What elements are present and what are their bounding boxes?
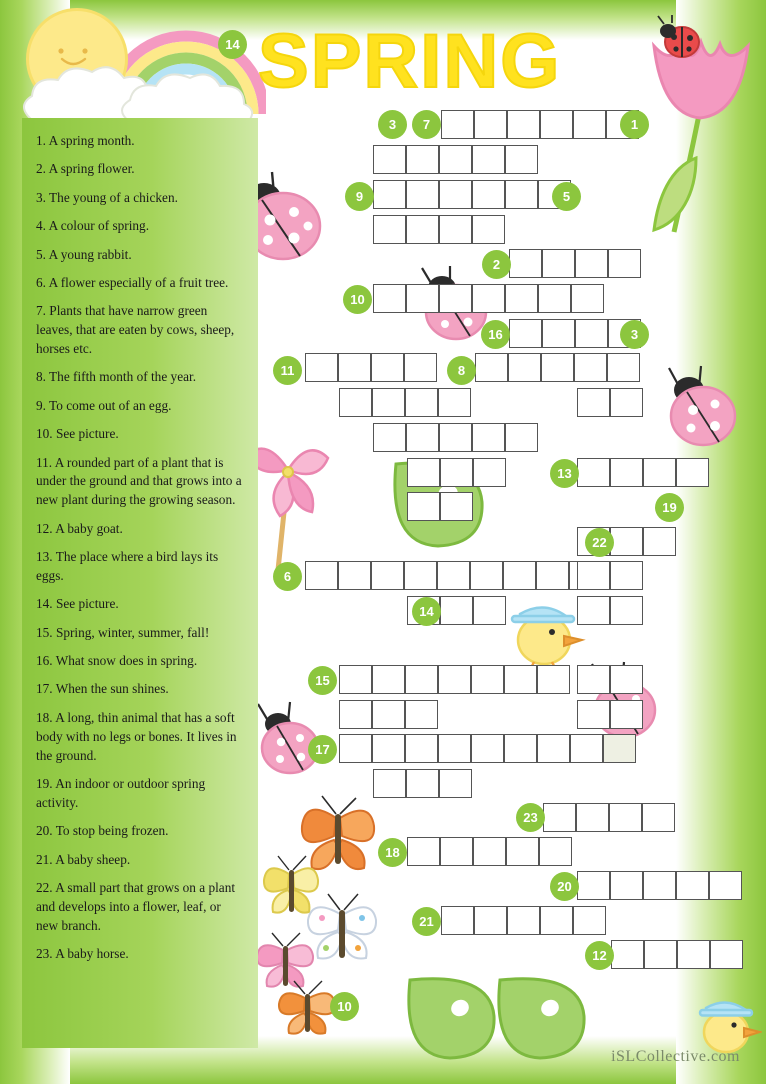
clue-number-bubble: 5 [552, 182, 581, 211]
crossword-cell[interactable] [441, 110, 474, 139]
page-title: SPRING [258, 19, 562, 104]
crossword-cell[interactable] [305, 353, 338, 382]
crossword-cell[interactable] [676, 458, 709, 487]
clue-number-bubble: 22 [585, 528, 614, 557]
clue-number-bubble: 13 [550, 459, 579, 488]
crossword-cell[interactable] [539, 837, 572, 866]
crossword-cell[interactable] [610, 596, 643, 625]
crossword-cell[interactable] [406, 769, 439, 798]
crossword-cell[interactable] [438, 734, 471, 763]
clue-item: 13. The place where a bird lays its eggs. [36, 549, 219, 583]
crossword-cell[interactable] [441, 906, 474, 935]
clue-number-bubble: 12 [585, 941, 614, 970]
crossword-cell[interactable] [574, 353, 607, 382]
clue-item: 20. To stop being frozen. [36, 823, 169, 839]
clue-item: 18. A long, thin animal that has a soft body with no legs or bones. It lives in the ground. [36, 709, 237, 763]
source-watermark: iSLCollective.com [611, 1048, 740, 1065]
clue-number-bubble: 14 [218, 30, 247, 59]
crossword-cell[interactable] [577, 458, 610, 487]
clue-number-bubble: 19 [655, 493, 684, 522]
crossword-cell[interactable] [508, 353, 541, 382]
cloud-icon [14, 58, 266, 126]
crossword-cell[interactable] [373, 180, 406, 209]
clue-item: 2. A spring flower. [36, 161, 135, 177]
crossword-cell[interactable] [373, 769, 406, 798]
crossword-cell[interactable] [439, 145, 472, 174]
crossword-cell[interactable] [603, 734, 636, 763]
clue-number-bubble: 8 [447, 356, 476, 385]
crossword-cell[interactable] [405, 388, 438, 417]
clue-number-bubble: 14 [412, 597, 441, 626]
crossword-cell[interactable] [676, 871, 709, 900]
clue-number-bubble: 6 [273, 562, 302, 591]
crossword-cell[interactable] [440, 458, 473, 487]
clue-number-bubble: 10 [343, 285, 372, 314]
crossword-cell[interactable] [643, 527, 676, 556]
crossword-cell[interactable] [472, 180, 505, 209]
clue-item: 11. A rounded part of a plant that is under the ground and that grows into a new plant during the growing season. [36, 454, 242, 508]
crossword-cell[interactable] [439, 769, 472, 798]
crossword-cell[interactable] [577, 596, 610, 625]
crossword-cell[interactable] [573, 110, 606, 139]
chick-icon [690, 992, 762, 1056]
crossword-cell[interactable] [610, 665, 643, 694]
crossword-cell[interactable] [505, 423, 538, 452]
crossword-cell[interactable] [577, 665, 610, 694]
crossword-cell[interactable] [507, 906, 540, 935]
crossword-cell[interactable] [439, 180, 472, 209]
clue-item: 10. See picture. [36, 426, 119, 442]
crossword-cell[interactable] [339, 734, 372, 763]
crossword-cell[interactable] [540, 110, 573, 139]
crossword-cell[interactable] [610, 458, 643, 487]
crossword-cell[interactable] [537, 665, 570, 694]
crossword-cell[interactable] [407, 837, 440, 866]
clue-number-bubble: 18 [378, 838, 407, 867]
crossword-cell[interactable] [608, 249, 641, 278]
crossword-cell[interactable] [473, 596, 506, 625]
crossword-cell[interactable] [438, 665, 471, 694]
ladybug-icon [655, 362, 747, 452]
crossword-cell[interactable] [339, 700, 372, 729]
crossword-cell[interactable] [406, 423, 439, 452]
crossword-cell[interactable] [472, 215, 505, 244]
crossword-cell[interactable] [439, 423, 472, 452]
crossword-cell[interactable] [504, 665, 537, 694]
crossword-cell[interactable] [607, 353, 640, 382]
crossword-cell[interactable] [438, 388, 471, 417]
crossword-cell[interactable] [577, 700, 610, 729]
crossword-cell[interactable] [609, 803, 642, 832]
crossword-cell[interactable] [472, 145, 505, 174]
crossword-cell[interactable] [536, 561, 569, 590]
clue-item: 1. A spring month. [36, 133, 135, 148]
crossword-cell[interactable] [470, 561, 503, 590]
crossword-cell[interactable] [372, 700, 405, 729]
crossword-cell[interactable] [537, 734, 570, 763]
crossword-cell[interactable] [472, 423, 505, 452]
crossword-cell[interactable] [509, 319, 542, 348]
crossword-cell[interactable] [372, 388, 405, 417]
crossword-cell[interactable] [610, 871, 643, 900]
clue-number-bubble: 20 [550, 872, 579, 901]
crossword-cell[interactable] [474, 110, 507, 139]
crossword-cell[interactable] [577, 561, 610, 590]
crossword-cell[interactable] [610, 388, 643, 417]
clue-item: 15. Spring, winter, summer, fall! [36, 624, 210, 640]
clue-number-bubble: 3 [378, 110, 407, 139]
clue-item: 8. The fifth month of the year. [36, 369, 197, 385]
clue-number-bubble: 21 [412, 907, 441, 936]
crossword-cell[interactable] [406, 284, 439, 313]
crossword-cell[interactable] [373, 145, 406, 174]
crossword-cell[interactable] [437, 561, 470, 590]
crossword-cell[interactable] [644, 940, 677, 969]
crossword-cell[interactable] [404, 353, 437, 382]
crossword-cell[interactable] [543, 803, 576, 832]
clue-number-bubble: 17 [308, 735, 337, 764]
crossword-cell[interactable] [538, 284, 571, 313]
crossword-cell[interactable] [610, 561, 643, 590]
crossword-cell[interactable] [475, 353, 508, 382]
clue-item: 16. What snow does in spring. [36, 653, 198, 668]
crossword-cell[interactable] [643, 871, 676, 900]
crossword-cell[interactable] [406, 215, 439, 244]
clue-number-bubble: 15 [308, 666, 337, 695]
crossword-cell[interactable] [373, 423, 406, 452]
crossword-cell[interactable] [542, 319, 575, 348]
crossword-cell[interactable] [440, 837, 473, 866]
clue-number-bubble: 23 [516, 803, 545, 832]
crossword-cell[interactable] [643, 458, 676, 487]
clue-number-bubble: 1 [620, 110, 649, 139]
crossword-cell[interactable] [471, 665, 504, 694]
clue-item: 22. A small part that grows on a plant and develops into a flower, leaf, or new branch. [36, 879, 236, 933]
crossword-cell[interactable] [404, 561, 437, 590]
clue-number-bubble: 3 [620, 320, 649, 349]
crossword-cell[interactable] [540, 906, 573, 935]
crossword-cell[interactable] [372, 665, 405, 694]
crossword-cell[interactable] [709, 871, 742, 900]
crossword-cell[interactable] [503, 561, 536, 590]
crossword-cell[interactable] [570, 734, 603, 763]
crossword-cell[interactable] [305, 561, 338, 590]
crossword-cell[interactable] [406, 145, 439, 174]
crossword-cell[interactable] [405, 665, 438, 694]
ladybug-icon [652, 14, 710, 62]
crossword-cell[interactable] [440, 492, 473, 521]
crossword-cell[interactable] [642, 803, 675, 832]
crossword-cell[interactable] [611, 940, 644, 969]
clue-item: 9. To come out of an egg. [36, 397, 172, 413]
crossword-cell[interactable] [505, 145, 538, 174]
crossword-cell[interactable] [507, 110, 540, 139]
crossword-cell[interactable] [474, 906, 507, 935]
clue-number-bubble: 9 [345, 182, 374, 211]
crossword-cell[interactable] [440, 596, 473, 625]
crossword-cell[interactable] [472, 284, 505, 313]
crossword-cell[interactable] [542, 249, 575, 278]
clue-item: 14. See picture. [36, 596, 119, 612]
crossword-cell[interactable] [541, 353, 574, 382]
crossword-cell[interactable] [338, 353, 371, 382]
crossword-cell[interactable] [610, 527, 643, 556]
crossword-cell[interactable] [576, 803, 609, 832]
crossword-cell[interactable] [406, 180, 439, 209]
clue-item: 4. A colour of spring. [36, 218, 150, 234]
crossword-cell[interactable] [372, 734, 405, 763]
crossword-cell[interactable] [610, 700, 643, 729]
clue-number-bubble: 7 [412, 110, 441, 139]
crossword-cell[interactable] [373, 215, 406, 244]
crossword-cell[interactable] [575, 249, 608, 278]
clue-item: 17. When the sun shines. [36, 681, 169, 697]
crossword-cell[interactable] [339, 665, 372, 694]
crossword-cell[interactable] [339, 388, 372, 417]
crossword-cell[interactable] [371, 353, 404, 382]
crossword-cell[interactable] [506, 837, 539, 866]
clue-item: 21. A baby sheep. [36, 851, 131, 867]
clue-number-bubble: 16 [481, 320, 510, 349]
crossword-cell[interactable] [504, 734, 537, 763]
clue-number-bubble: 11 [273, 356, 302, 385]
clue-item: 19. An indoor or outdoor spring activity. [36, 775, 206, 810]
crossword-cell[interactable] [577, 871, 610, 900]
crossword-cell[interactable] [405, 734, 438, 763]
crossword-cell[interactable] [505, 284, 538, 313]
crossword-cell[interactable] [473, 458, 506, 487]
crossword-cell[interactable] [407, 492, 440, 521]
crossword-cell[interactable] [439, 215, 472, 244]
clue-number-bubble: 10 [330, 992, 359, 1021]
clue-item: 3. The young of a chicken. [36, 189, 178, 205]
crossword-cell[interactable] [405, 700, 438, 729]
crossword-cell[interactable] [677, 940, 710, 969]
clue-list [22, 118, 258, 1048]
crossword-cell[interactable] [505, 180, 538, 209]
clue-number-bubble: 2 [482, 250, 511, 279]
crossword-cell[interactable] [473, 837, 506, 866]
crossword-cell[interactable] [509, 249, 542, 278]
clue-item: 23. A baby horse. [36, 946, 129, 961]
crossword-cell[interactable] [338, 561, 371, 590]
crossword-cell[interactable] [407, 458, 440, 487]
crossword-cell[interactable] [371, 561, 404, 590]
crossword-cell[interactable] [571, 284, 604, 313]
crossword-cell[interactable] [575, 319, 608, 348]
crossword-cell[interactable] [710, 940, 743, 969]
clue-item: 5. A young rabbit. [36, 246, 132, 262]
crossword-cell[interactable] [471, 734, 504, 763]
clue-item: 7. Plants that have narrow green leaves, that are eaten by cows, sheep, horses etc. [36, 303, 235, 356]
crossword-cell[interactable] [577, 388, 610, 417]
crossword-cell[interactable] [439, 284, 472, 313]
leaf-icon [488, 970, 592, 1062]
leaf-icon [398, 970, 502, 1062]
clue-item: 12. A baby goat. [36, 520, 123, 536]
crossword-cell[interactable] [573, 906, 606, 935]
crossword-cell[interactable] [373, 284, 406, 313]
clue-item: 6. A flower especially of a fruit tree. [36, 274, 229, 290]
